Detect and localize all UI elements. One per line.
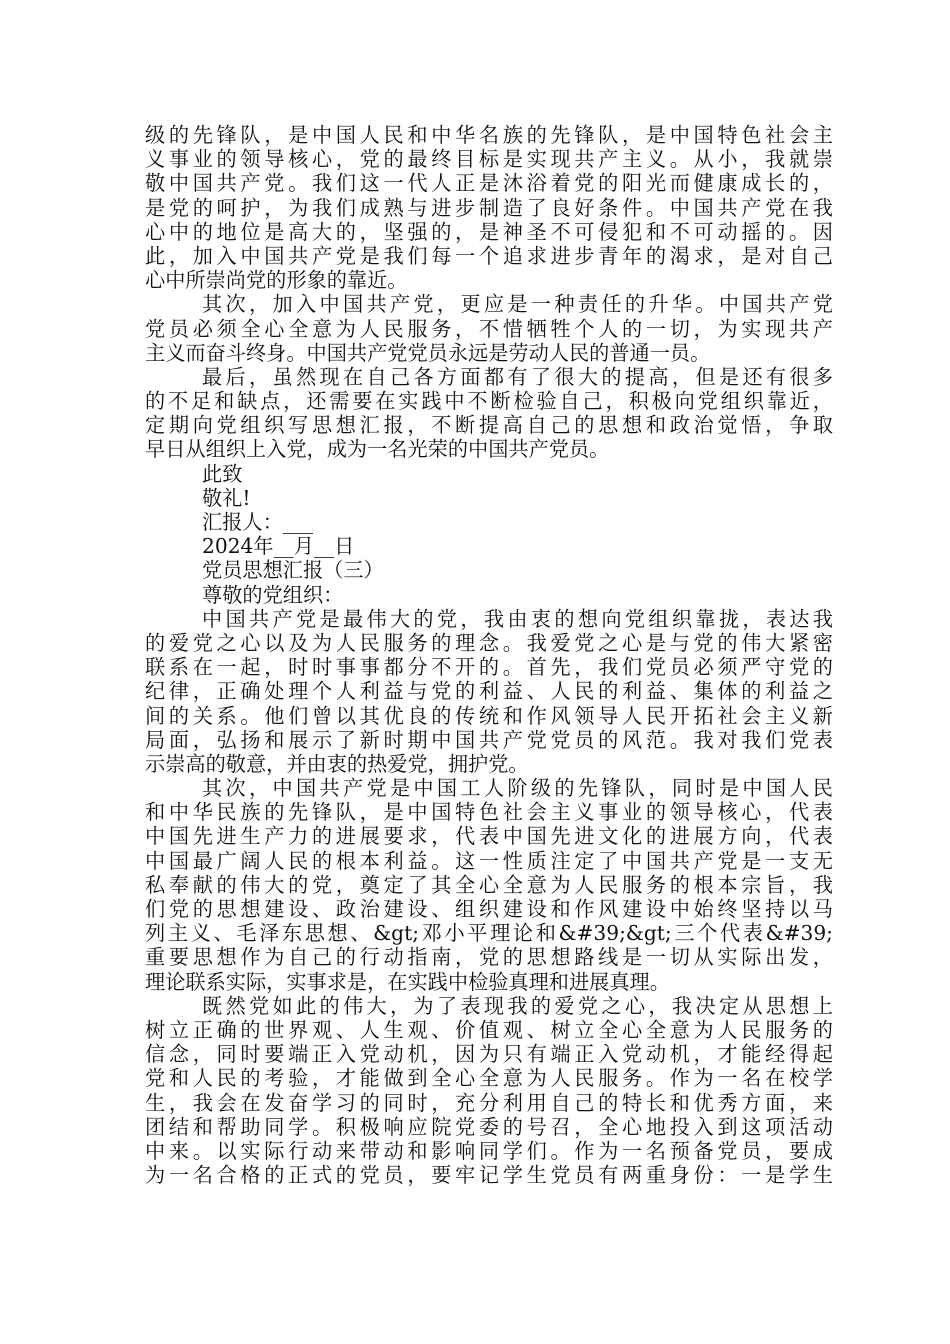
text-line: 中国先进生产力的进展要求，代表中国先进文化的进展方向，代表 (145, 824, 833, 849)
text-line: 敬中国共产党。我们这一代人正是沐浴着党的阳光而健康成长的， (145, 171, 833, 196)
reporter-line: 汇报人：___ (202, 510, 314, 534)
text-line: 此，加入中国共产党是我们每一个追求进步青年的渴求，是对自己 (145, 243, 833, 268)
greeting: 尊敬的党组织： (202, 582, 344, 607)
text-line: 其次，加入中国共产党，更应是一种责任的升华。中国共产党 (202, 292, 833, 317)
text-line: 生，我会在发奋学习的同时，充分利用自己的特长和优秀方面，来 (145, 1090, 833, 1115)
text-line: 心中所崇尚党的形象的靠近。 (145, 268, 408, 293)
text-line: 中国最广阔人民的根本利益。这一性质注定了中国共产党是一支无 (145, 848, 833, 873)
text-line: 早日从组织上入党，成为一名光荣的中国共产党员。 (145, 437, 610, 462)
text-line: 既然党如此的伟大，为了表现我的爱党之心，我决定从思想上 (202, 993, 833, 1018)
text-line: 是党的呵护，为我们成熟与进步制造了良好条件。中国共产党在我 (145, 195, 833, 220)
text-line: 义事业的领导核心，党的最终目标是实现共产主义。从小，我就崇 (145, 147, 833, 172)
paragraph (145, 994, 833, 1188)
text-line: 理论联系实际，实事求是，在实践中检验真理和进展真理。 (145, 969, 670, 994)
text-line: 中来。以实际行动来带动和影响同学们。作为一名预备党员，要成 (145, 1138, 833, 1163)
text-line: 党和人民的考验，才能做到全心全意为人民服务。作为一名在校学 (145, 1066, 833, 1091)
document-page (145, 123, 833, 1187)
text-line: 主义而奋斗终身。中国共产党党员永远是劳动人民的普通一员。 (145, 340, 711, 365)
paragraph (145, 607, 833, 776)
text-line: 的爱党之心以及为人民服务的理念。我爱党之心是与党的伟大紧密 (145, 630, 833, 655)
text-line: 树立正确的世界观、人生观、价值观、树立全心全意为人民服务的 (145, 1017, 833, 1042)
text-line: 中国共产党是最伟大的党，我由衷的想向党组织靠拢，表达我 (202, 606, 833, 631)
text-line: 纪律，正确处理个人利益与党的利益、人民的利益、集体的利益之 (145, 679, 833, 704)
section-title: 党员思想汇报（三） (202, 558, 384, 583)
text-line: 团结和帮助同学。积极响应院党委的号召，全心地投入到这项活动 (145, 1114, 833, 1139)
text-line: 和中华民族的先锋队，是中国特色社会主义事业的领导核心，代表 (145, 800, 833, 825)
text-line: 联系在一起，时时事事都分不开的。首先，我们党员必须严守党的 (145, 655, 833, 680)
closing-regards: 敬礼! (202, 485, 251, 510)
text-line: 为一名合格的正式的党员，要牢记学生党员有两重身份：一是学生 (145, 1163, 833, 1188)
text-line: 们党的思想建设、政治建设、组织建设和作风建设中始终坚持以马 (145, 897, 833, 921)
date-line: 2024年__月__日 (202, 534, 355, 559)
text-line: 列主义、毛泽东思想、&gt;邓小平理论和&#39;&gt;三个代表&#39; (145, 921, 833, 946)
text-line: 私奉献的伟大的党，奠定了其全心全意为人民服务的根本宗旨，我 (145, 872, 833, 897)
closing-salutation: 此致 (202, 461, 243, 486)
text-line: 重要思想作为自己的行动指南，党的思想路线是一切从实际出发， (145, 945, 833, 970)
text-line: 信念，同时要端正入党动机，因为只有端正入党动机，才能经得起 (145, 1042, 833, 1067)
text-line: 党员必须全心全意为人民服务，不惜牺牲个人的一切，为实现共产 (145, 316, 833, 341)
text-line: 定期向党组织写思想汇报，不断提高自己的思想和政治觉悟，争取 (145, 413, 833, 438)
text-line: 示崇高的敬意，并由衷的热爱党，拥护党。 (145, 751, 529, 776)
text-line: 的不足和缺点，还需要在实践中不断检验自己，积极向党组织靠近， (145, 389, 833, 414)
paragraph (145, 776, 833, 994)
text-line: 间的关系。他们曾以其优良的传统和作风领导人民开拓社会主义新 (145, 703, 833, 728)
text-line: 心中的地位是高大的，坚强的，是神圣不可侵犯和不可动摇的。因 (145, 219, 833, 244)
paragraph (145, 123, 833, 292)
text-line: 最后，虽然现在自己各方面都有了很大的提高，但是还有很多 (202, 364, 833, 389)
paragraph (145, 292, 833, 365)
paragraph (145, 365, 833, 462)
text-line: 局面，弘扬和展示了新时期中国共产党党员的风范。我对我们党表 (145, 727, 833, 752)
text-line: 级的先锋队，是中国人民和中华名族的先锋队，是中国特色社会主 (145, 123, 833, 147)
text-line: 其次，中国共产党是中国工人阶级的先锋队，同时是中国人民 (202, 776, 833, 801)
